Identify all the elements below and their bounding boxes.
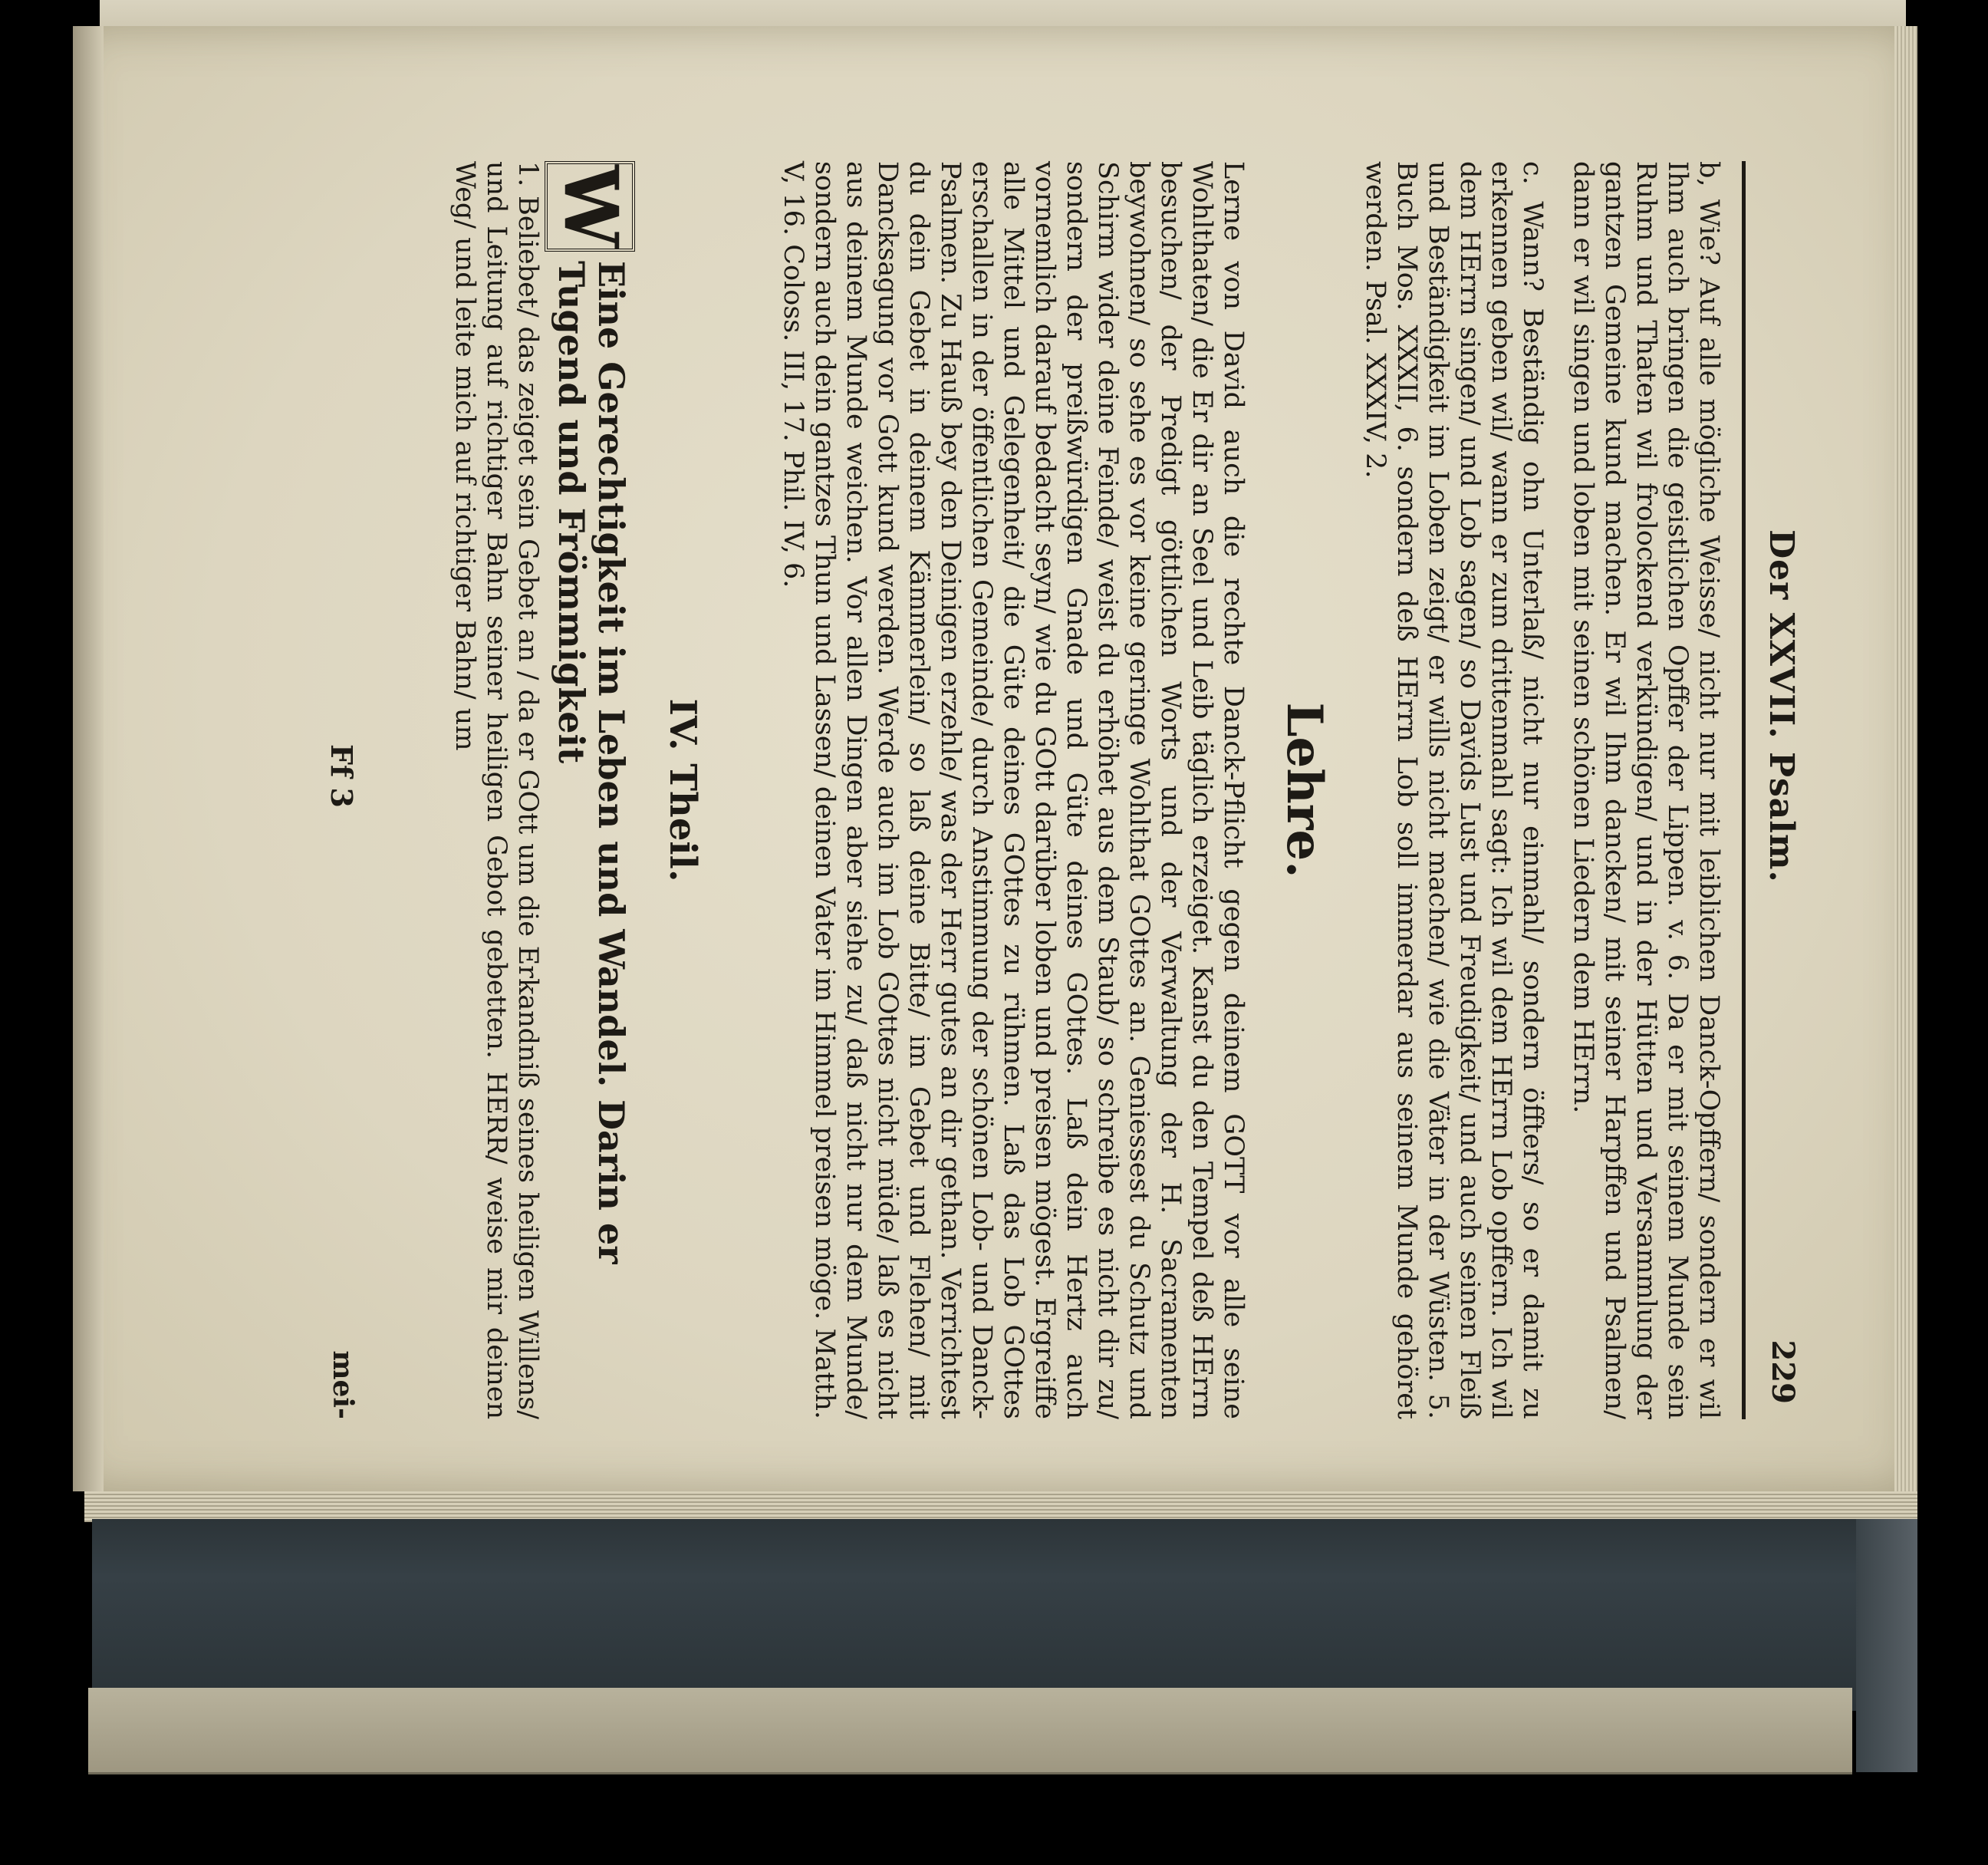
paragraph-c: c. Wann? Beständig ohn Unterlaß/ nicht nur einmahl/ sondern öffters/ so er damit zu erkennen geben wil/ wann er zum drittenmahl sagt: Ich wil dem HErrn Lob opffern. Ich wil dem HErrn singen/ und Lob sagen/ so Davids Lust und Freudigkeit/ und auch seinen Fleiß und Beständigkeit im Loben zeigt/ er wills nicht machen/ wie die Väter in der Wüsten. 5. Buch Mos. XXXII, 6. sondern deß HErrn Lob soll immerdar aus seinem Munde gehöret werden. Psal. XXXIV, 2.	[1360, 161, 1548, 1419]
signature-mark: Ff 3	[324, 744, 359, 808]
header-rule	[1742, 161, 1746, 1419]
lehre-paragraph: Lerne von David auch die rechte Danck-Pflicht gegen deinem GOTT vor alle seine Wohlthaten/ die Er dir an Seel und Leib täglich erzeiget. Kanst du den Tempel deß HErrn besuchen/ der Predigt göttlichen Worts und der Verwaltung der H. Sacramenten beywohnen/ so sehe es vor keine geringe Wohlthat GOttes an. Geniessest du Schutz und Schirm wider deine Feinde/ weist du erhöhet aus dem Staub/ so schreibe es nicht dir zu/ sondern der preißwürdigen Gnade und Güte deines GOttes. Laß dein Hertz auch vornemlich darauf bedacht seyn/ wie du GOtt darüber loben und preisen mögest. Ergreiffe alle Mittel und Gelegenheit/ die Güte deines GOttes zu rühmen. Laß das Lob GOttes erschallen in der öffentlichen Gemeinde/ durch Anstimmung der schönen Lob- und Danck-Psalmen. Zu Hauß bey den Deinigen erzehle/ was der Herr gutes an dir gethan. Verrichtest du dein Gebet in deinem Kämmerlein/ so laß deine Bitte/ im Gebet und Flehen/ mit Dancksagung vor Gott kund werden. Werde auch im Lob GOttes nicht müde/ laß es nicht aus deinem Munde weichen. Vor allen Dingen aber siehe zu/ daß nicht nur dem Munde/ sondern auch dein gantzes Thun und Lassen/ deinen Vater im Himmel preisen möge. Matth. V, 16. Coloss. III, 17. Phil. IV, 6.	[778, 161, 1249, 1419]
page-block-edges	[84, 1491, 1917, 1522]
section-paragraph: 1. Beliebet/ das zeiget sein Gebet an / da er GOtt um die Erkandniß seines heiligen Willens/ und Leitung auf richtiger Bahn seiner heiligen Gebot gebetten. HERR/ weise mir deinen Weg/ und leite mich auf richtiger Bahn/ um	[449, 161, 543, 1419]
page-header	[1755, 161, 1801, 1419]
section-title: IV. Theil.	[661, 698, 704, 882]
page-text-block	[321, 161, 1801, 1419]
section-lead: Eine Gerechtigkeit im Leben und Wandel. Darin er Tugend und Frömmigkeit	[551, 261, 632, 1264]
book-board	[88, 1688, 1852, 1774]
decorated-initial: W	[545, 161, 635, 252]
page-gutter	[73, 26, 104, 1491]
cover-corner	[1856, 1519, 1917, 1772]
page-number: 229	[1765, 1339, 1801, 1404]
catchword: mei-	[327, 1350, 359, 1419]
book-cover-edge	[92, 1519, 1856, 1711]
page-fore-edge	[1894, 26, 1917, 1522]
lehre-heading: Lehre.	[1275, 702, 1333, 878]
paragraph-b: b, Wie? Auf alle mögliche Weisse/ nicht nur mit leiblichen Danck-Opffern/ sondern er wil Ihm auch bringen die geistlichen Opffer der Lippen. v. 6. Da er mit seinem Munde sein Ruhm und Thaten wil frolockend verkündigen/ und in der Hütten und Versammlung der gantzen Gemeine kund machen. Er wil Ihm dancken/ mit seiner Harpffen und Psalmen/ dann er wil singen und loben mit seinen schönen Liedern dem HErrn.	[1568, 161, 1724, 1419]
running-title: Der XXVII. Psalm.	[1762, 529, 1801, 883]
